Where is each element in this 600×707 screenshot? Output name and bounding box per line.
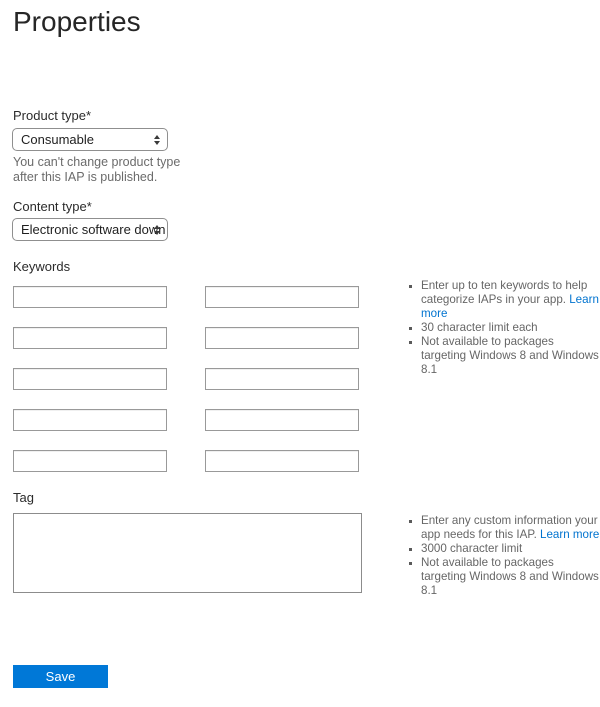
tag-note-item: ▪ Enter any custom information your app needs for this IAP. Learn more (421, 514, 600, 542)
tag-label: Tag (13, 490, 34, 505)
keyword-input-4[interactable] (205, 327, 359, 349)
keyword-input-3[interactable] (13, 327, 167, 349)
product-type-help-text: You can't change product type after this IAP is published. (13, 155, 181, 184)
keyword-input-6[interactable] (205, 368, 359, 390)
keyword-input-2[interactable] (205, 286, 359, 308)
keywords-note-item: ▪ 30 character limit each (421, 321, 600, 335)
content-type-value: Electronic software down (21, 222, 166, 237)
keywords-label: Keywords (13, 259, 71, 274)
tag-textarea[interactable] (13, 513, 362, 593)
keyword-input-9[interactable] (13, 450, 167, 472)
content-type-label: Content type* (13, 199, 92, 214)
tag-note-item: ▪ 3000 character limit (421, 542, 600, 556)
keyword-input-10[interactable] (205, 450, 359, 472)
tag-note-item: ▪ Not available to packages targeting Windows 8 and Windows 8.1 (421, 556, 600, 598)
product-type-select[interactable] (12, 128, 168, 151)
keyword-input-8[interactable] (205, 409, 359, 431)
product-type-label: Product type* (13, 108, 92, 123)
keywords-grid (13, 286, 359, 472)
tag-notes (404, 514, 600, 598)
product-type-value: Consumable (21, 132, 94, 147)
select-stepper-icon (154, 135, 160, 145)
keyword-input-5[interactable] (13, 368, 167, 390)
keywords-notes (404, 279, 600, 377)
save-button[interactable]: Save (13, 665, 108, 688)
keyword-input-7[interactable] (13, 409, 167, 431)
keywords-note-item: ▪ Enter up to ten keywords to help categorize IAPs in your app. Learn more (421, 279, 600, 321)
page-title: Properties (13, 6, 141, 37)
keyword-input-1[interactable] (13, 286, 167, 308)
keywords-learn-more-link[interactable]: Learn more (421, 293, 599, 320)
select-stepper-icon (154, 225, 160, 235)
tag-learn-more-link[interactable]: Learn more (540, 528, 600, 541)
keywords-note-item: ▪ Not available to packages targeting Windows 8 and Windows 8.1 (421, 335, 600, 377)
content-type-select[interactable] (12, 218, 168, 241)
